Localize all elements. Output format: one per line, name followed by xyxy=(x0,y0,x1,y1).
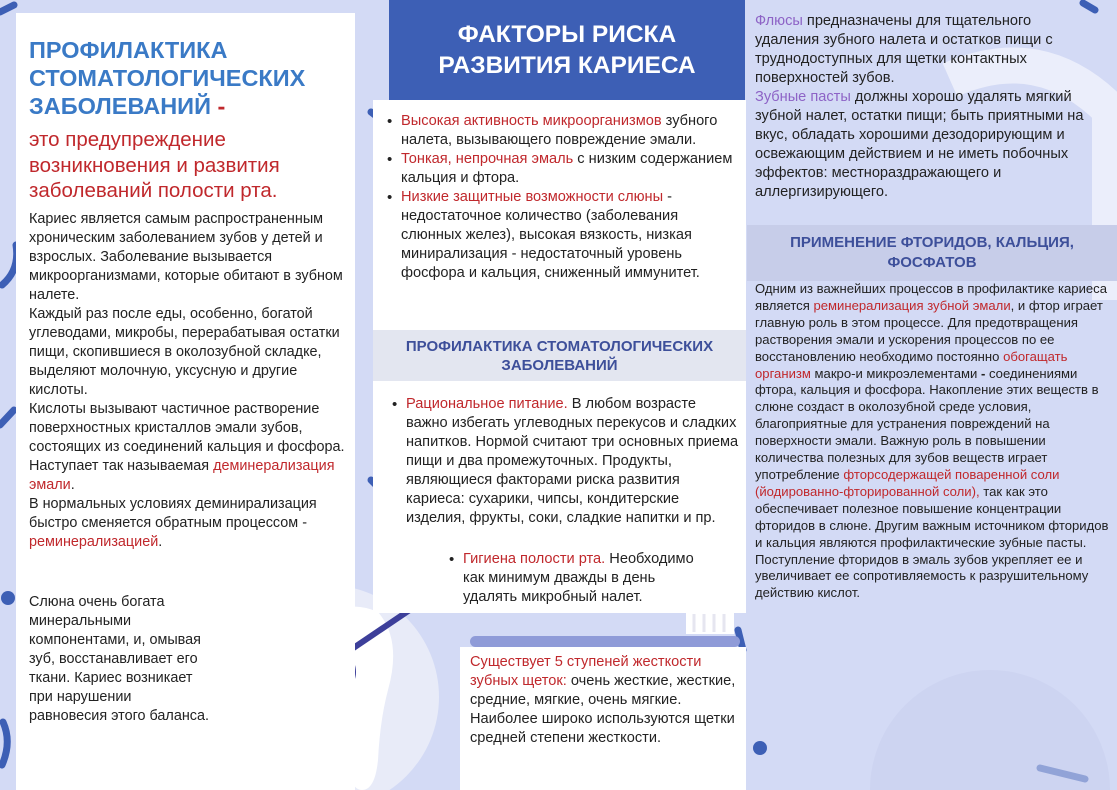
paragraph: Каждый раз после еды, особенно, богатой углеводами, микробы, перерабатывая остатки пищи, скопившиеся в околозубной складке, выделяют молочную, уксусную и другие кислоты. xyxy=(29,306,340,398)
paragraph xyxy=(29,495,355,552)
prevention-text: В любом возрасте важно избегать углеводных перекусов и сладких напитков. Нормой считают три основных приема пищи и два промежуточных. Продукты, являющиеся факторами риска развития кариеса: сухарики, чипсы, кондитерские изделия, фрукты, соки, сладкие напитки и пр. xyxy=(406,396,739,526)
risk-term: Высокая активность микроорганизмов xyxy=(401,113,662,129)
floss-term: Флюсы xyxy=(755,13,803,29)
risk-term: Тонкая, непрочная эмаль xyxy=(401,151,574,167)
list-item xyxy=(381,112,739,150)
prevention-subheader: ПРОФИЛАКТИКА СТОМАТОЛОГИЧЕСКИХ ЗАБОЛЕВАНИЙ xyxy=(373,330,746,381)
risk-text: - недостаточное количество (заболевания слюнных желез), высокая вязкость, низкая минирализация - недостаточный уровень фосфора и кальция, сниженный иммунитет. xyxy=(401,189,700,281)
risk-text: с низким содержанием кальция и фтора. xyxy=(401,151,733,186)
punctuation: . xyxy=(158,534,163,550)
list-item xyxy=(386,395,741,528)
paste-term: Зубные пасты xyxy=(755,89,851,105)
toothbrush-panel xyxy=(460,647,746,790)
toothbrush-text xyxy=(470,653,742,748)
hygiene-list xyxy=(443,550,713,607)
decor-circle xyxy=(870,670,1110,790)
bold-dash: - xyxy=(980,365,986,381)
risk-term: Низкие защитные возможности слюны xyxy=(401,189,664,205)
paragraph-text: Кислоты вызывают частичное растворение поверхностных кристаллов эмали зубов, состоящих из соединений кальция и фосфора. Наступает так называемая xyxy=(29,401,345,474)
risk-factors-list xyxy=(381,112,739,283)
fluoride-header: ПРИМЕНЕНИЕ ФТОРИДОВ, КАЛЬЦИЯ, ФОСФАТОВ xyxy=(747,225,1117,281)
decor-dot xyxy=(753,741,767,755)
toothbrush-desc: очень жесткие, жесткие, средние, мягкие, очень мягкие. Наиболее широко используются щетки средней степени жесткости. xyxy=(470,673,736,746)
body-text: макро-и микроэлементами xyxy=(810,365,981,381)
highlight-term: реминерализацией xyxy=(29,534,159,550)
fluoride-body xyxy=(755,281,1111,602)
risk-text: зубного налета, вызывающего повреждение эмали. xyxy=(401,113,718,148)
body-text: соединениями фтора, кальция и фосфора. Накопление этих веществ в слюне создаст в околозубной среде условия, благоприятные для устранения повреждений на поверхности эмали. Важную роль в повышении количества полезных для зубов веществ играет употребление xyxy=(755,365,1099,482)
toothbrush-icon xyxy=(470,636,740,647)
body-text: так как это обеспечивает полезное повышение концентрации фторидов в слюне. Другим важным источником фторидов и кальция являются профилактические зубные пасты. Поступление фторидов в эмаль зубов укрепляет ее и увеличивает ее сопротивляемость к разрушительному действию кислот. xyxy=(755,483,1109,601)
punctuation: . xyxy=(70,477,75,493)
highlight-term: фторсодержащей поваренной соли (йодированно-фторированной соли), xyxy=(755,466,1060,499)
risk-factors-header: ФАКТОРЫ РИСКА РАЗВИТИЯ КАРИЕСА xyxy=(389,0,745,100)
highlight-term: деминерализация эмали xyxy=(29,458,335,493)
floss-paste-text xyxy=(755,12,1095,202)
paragraph-text: В нормальных условиях деминирализация быстро сменяется обратным процессом - xyxy=(29,496,317,531)
highlight-term: обогащать организм xyxy=(755,348,1068,381)
paragraph: Кариес является самым распространенным хроническим заболеванием зубов у детей и взрослых. Заболевание вызывается микроорганизмами, которые обитают в зубном налете. xyxy=(29,211,343,303)
highlight-term: реминерализация зубной эмали xyxy=(813,297,1011,313)
page-title xyxy=(29,36,349,120)
paragraph xyxy=(29,400,355,495)
floss-desc: предназначены для тщательного удаления зубного налета и остатков пищи с труднодоступных для щетки контактных поверхностей зубов. xyxy=(755,13,1053,86)
saliva-paragraph: Слюна очень богата минеральными компонентами, и, омывая зуб, восстанавливает его ткани. Кариес возникает при нарушении равновесия этого баланса. xyxy=(29,594,209,724)
paste-desc: должны хорошо удалять мягкий зубной налет, остатки пищи; быть приятными на вкус, обладать хорошими дезодорирующим и освежающим действием и не иметь побочных эффектов: местнораздражающего и аллергизирующего. xyxy=(755,89,1084,200)
decor-dot xyxy=(1,591,15,605)
intro-panel xyxy=(16,13,355,790)
title-dash: - xyxy=(210,93,226,119)
risk-factors-panel xyxy=(373,100,746,330)
body-text: Одним из важнейших процессов в профилактике кариеса является xyxy=(755,281,1108,313)
intro-body xyxy=(29,210,355,552)
prevention-panel xyxy=(373,381,746,613)
list-item xyxy=(381,150,739,188)
title-text: ПРОФИЛАКТИКА СТОМАТОЛОГИЧЕСКИХ ЗАБОЛЕВАНИЙ xyxy=(29,37,306,119)
body-text: , и фтор играет главную роль в этом процессе. Для предотвращения растворения эмали и ускорения процессов по ее восстановлению необходимо постоянно xyxy=(755,297,1103,364)
list-item xyxy=(381,188,739,283)
list-item xyxy=(443,550,713,607)
prevention-term: Рациональное питание. xyxy=(406,396,568,412)
prevention-text: Необходимо как минимум дважды в день удалять микробный налет. xyxy=(463,551,694,605)
toothbrush-term: Существует 5 ступеней жесткости зубных щеток: xyxy=(470,654,702,689)
prevention-term: Гигиена полости рта. xyxy=(463,551,606,567)
prevention-list xyxy=(386,395,741,528)
page-subtitle: это предупреждение возникновения и развития заболеваний полости рта. xyxy=(29,128,280,202)
